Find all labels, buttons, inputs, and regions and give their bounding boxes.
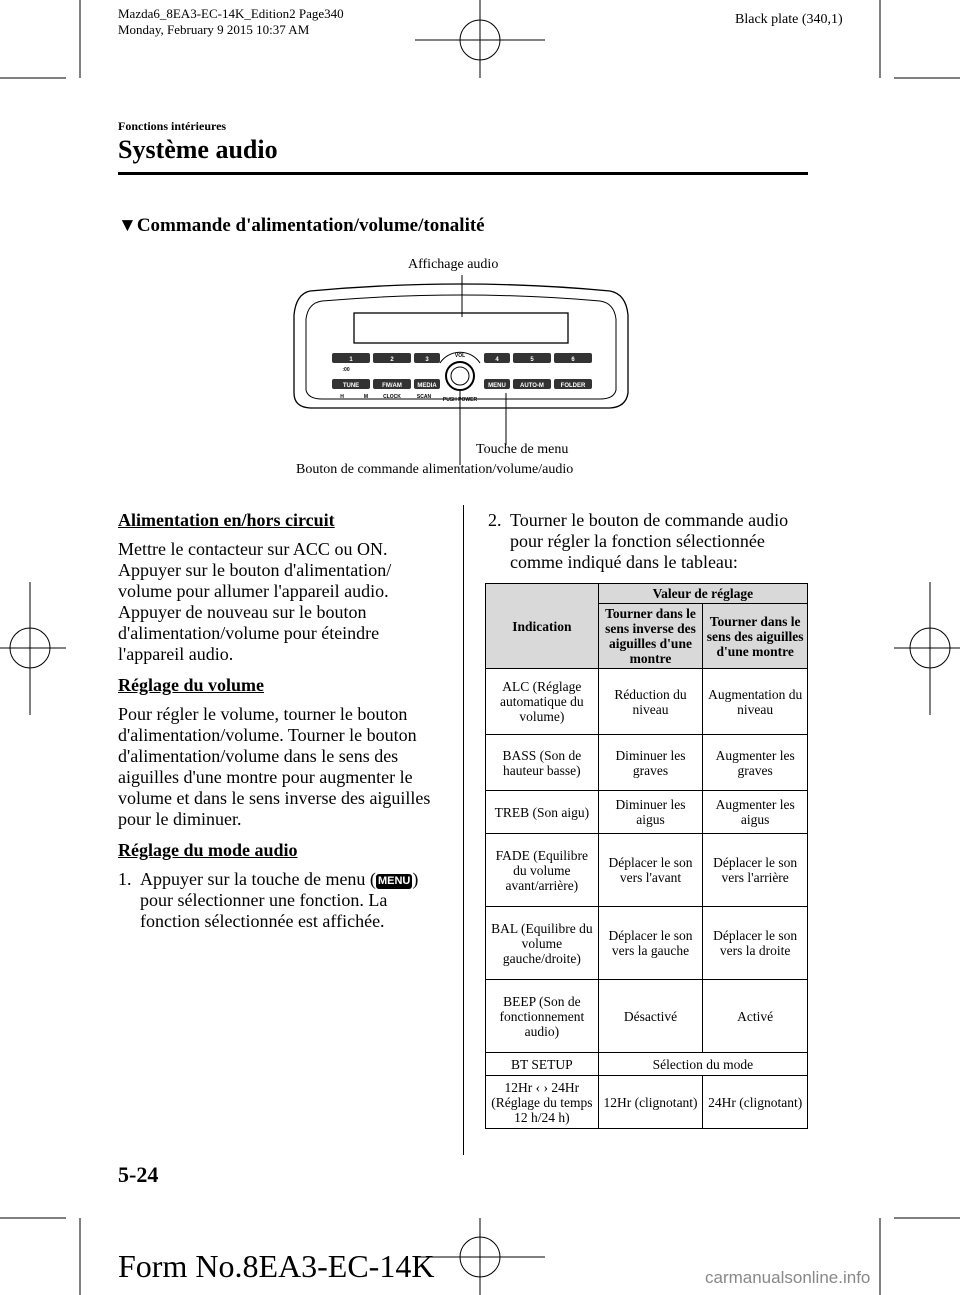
- heading-power: Alimentation en/hors circuit: [118, 510, 335, 530]
- sub-label-00: :00: [342, 367, 350, 373]
- page-number: 5-24: [118, 1162, 159, 1187]
- volume-knob: [446, 362, 474, 390]
- right-column: [488, 510, 818, 573]
- step-2: [488, 510, 818, 573]
- settings-table: [485, 583, 808, 1129]
- cell-12hr-24hr: 12Hr ‹ › 24Hr (Réglage du temps 12 h/24 h): [486, 1076, 599, 1129]
- audio-unit-diagram: [290, 275, 635, 465]
- push-power-label: PUSH POWER: [442, 397, 478, 403]
- plate-info: [118, 6, 344, 38]
- table-row: BT SETUP Sélection du mode: [486, 1053, 808, 1076]
- preset-6: 6: [571, 357, 575, 363]
- vol-label: VOL: [454, 353, 466, 359]
- watermark: carmanualsonline.info: [705, 1268, 871, 1287]
- step-1: [118, 869, 448, 932]
- step-1-number: 1.: [118, 869, 132, 889]
- step-1-text: Appuyer sur la touche de menu ( MENU ) pour sélectionner une fonction. La fonction sélectionnée est affichée.: [140, 869, 419, 931]
- para-volume: Pour régler le volume, tourner le bouton d'alimentation/volume. Tourner le bouton d'alimentation/volume dans le sens des aiguilles d'une montre pour augmenter le volume et dans le sens inverse des aiguilles pour le diminuer.: [118, 704, 431, 829]
- fmam-button-label: FM/AM: [382, 383, 402, 389]
- plate-right: Black plate (340,1): [735, 12, 843, 27]
- step-2-number: 2.: [488, 510, 502, 530]
- menu-key-icon: MENU: [377, 875, 411, 887]
- table-row: BAL (Equilibre du volume gauche/droite) Déplacer le son vers la gauche Déplacer le son vers la droite: [486, 907, 808, 980]
- heading-audio-mode: Réglage du mode audio: [118, 840, 298, 860]
- th-indication: Indication: [486, 584, 599, 669]
- form-number: Form No.8EA3-EC-14K: [118, 1248, 435, 1284]
- plate-line-1: Mazda6_8EA3-EC-14K_Edition2 Page340: [118, 6, 344, 21]
- arrow-left-right-icon: ‹ ›: [535, 1079, 549, 1095]
- autom-button-label: AUTO-M: [520, 383, 544, 389]
- th-ccw: Tourner dans le sens inverse des aiguilles d'une montre: [598, 604, 703, 669]
- step-2-text: Tourner le bouton de commande audio pour régler la fonction sélectionnée comme indiqué dans le tableau:: [510, 510, 789, 572]
- plate-line-2: Monday, February 9 2015 10:37 AM: [118, 22, 310, 37]
- para-power: Mettre le contacteur sur ACC ou ON. Appuyer sur le bouton d'alimentation/ volume pour allumer l'appareil audio. Appuyer de nouveau sur le bouton d'alimentation/volume pour éteindre l'appareil audio.: [118, 539, 392, 664]
- sub-label-scan: SCAN: [416, 394, 432, 400]
- preset-1: 1: [349, 357, 353, 363]
- table-row: BEEP (Son de fonctionnement audio) Désactivé Activé: [486, 980, 808, 1053]
- table-row: 12Hr ‹ › 24Hr (Réglage du temps 12 h/24 h) 12Hr (clignotant) 24Hr (clignotant): [486, 1076, 808, 1129]
- media-button-label: MEDIA: [417, 383, 437, 389]
- table-row: FADE (Equilibre du volume avant/arrière) Déplacer le son vers l'avant Déplacer le son vers l'arrière: [486, 834, 808, 907]
- preset-5: 5: [530, 357, 534, 363]
- th-cw: Tourner dans le sens des aiguilles d'une montre: [703, 604, 808, 669]
- column-divider: [463, 505, 464, 1155]
- menu-button-label: MENU: [488, 383, 506, 389]
- triangle-marker-icon: ▼: [118, 215, 137, 236]
- table-row: BASS (Son de hauteur basse) Diminuer les graves Augmenter les graves: [486, 735, 808, 791]
- tune-button-label: TUNE: [342, 383, 360, 389]
- section-small: Fonctions intérieures: [118, 119, 227, 133]
- th-valeur: Valeur de réglage: [598, 584, 807, 604]
- subsection-title: Commande d'alimentation/volume/tonalité: [136, 215, 485, 236]
- folder-button-label: FOLDER: [560, 383, 586, 389]
- page-title: Système audio: [118, 135, 278, 164]
- left-column: [118, 510, 448, 932]
- table-row: TREB (Son aigu) Diminuer les aigus Augmenter les aigus: [486, 791, 808, 834]
- label-display: Affichage audio: [408, 257, 499, 272]
- title-rule: [118, 172, 808, 175]
- preset-2: 2: [390, 357, 394, 363]
- subsection-heading: [118, 215, 485, 237]
- label-menu: Touche de menu: [476, 442, 569, 457]
- heading-volume: Réglage du volume: [118, 675, 264, 695]
- label-knob: Bouton de commande alimentation/volume/audio: [296, 462, 574, 477]
- preset-3: 3: [425, 357, 429, 363]
- table-row: ALC (Réglage automatique du volume) Réduction du niveau Augmentation du niveau: [486, 669, 808, 735]
- sub-label-m: M: [363, 394, 369, 400]
- sub-label-h: H: [340, 394, 344, 400]
- preset-4: 4: [495, 357, 499, 363]
- sub-label-clock: CLOCK: [383, 394, 401, 400]
